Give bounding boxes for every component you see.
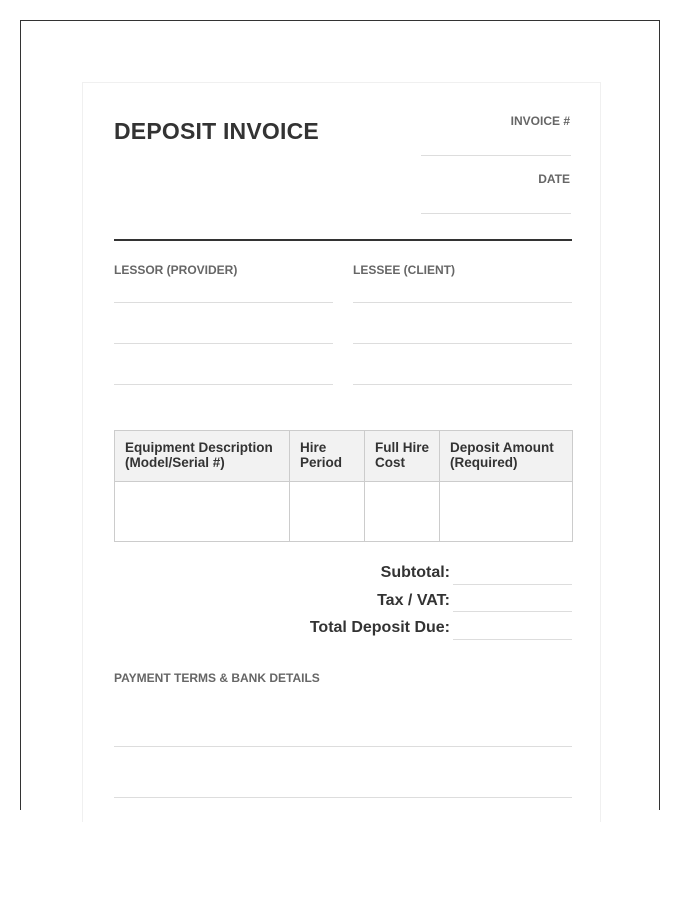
total-deposit-due-field[interactable] xyxy=(453,639,572,640)
total-deposit-due-label: Total Deposit Due: xyxy=(309,619,450,636)
payment-terms-label: PAYMENT TERMS & BANK DETAILS xyxy=(114,671,320,685)
subtotal-field[interactable] xyxy=(453,584,572,585)
table-row xyxy=(115,482,573,542)
date-field[interactable] xyxy=(421,213,571,214)
table-cell-hire-period[interactable] xyxy=(290,482,365,542)
lessee-label: LESSEE (CLIENT) xyxy=(353,263,456,277)
date-label: DATE xyxy=(538,172,570,186)
table-cell-deposit-amount[interactable] xyxy=(440,482,573,542)
page-frame xyxy=(20,20,660,810)
invoice-card xyxy=(82,82,601,822)
lessee-field-line-1[interactable] xyxy=(353,302,572,303)
table-cell-full-hire-cost[interactable] xyxy=(365,482,440,542)
header-divider xyxy=(114,239,572,241)
column-header-hire-period: Hire Period xyxy=(290,431,365,482)
equipment-table xyxy=(114,430,573,542)
lessor-label: LESSOR (PROVIDER) xyxy=(114,263,238,277)
lessor-field-line-3[interactable] xyxy=(114,384,333,385)
payment-terms-field-line-2[interactable] xyxy=(114,797,572,798)
column-header-full-hire-cost: Full Hire Cost xyxy=(365,431,440,482)
payment-terms-field-line-1[interactable] xyxy=(114,746,572,747)
invoice-title: DEPOSIT INVOICE xyxy=(114,118,319,144)
lessor-field-line-1[interactable] xyxy=(114,302,333,303)
column-header-equipment-description: Equipment Description (Model/Serial #) xyxy=(115,431,290,482)
table-cell-equipment-description[interactable] xyxy=(115,482,290,542)
lessee-field-line-2[interactable] xyxy=(353,343,572,344)
table-header-row xyxy=(115,431,573,482)
lessor-field-line-2[interactable] xyxy=(114,343,333,344)
invoice-number-label: INVOICE # xyxy=(510,114,570,128)
invoice-number-field[interactable] xyxy=(421,155,571,156)
column-header-deposit-amount: Deposit Amount (Required) xyxy=(440,431,573,482)
tax-vat-field[interactable] xyxy=(453,611,572,612)
lessee-field-line-3[interactable] xyxy=(353,384,572,385)
subtotal-label: Subtotal: xyxy=(380,564,450,581)
tax-vat-label: Tax / VAT: xyxy=(377,592,450,609)
